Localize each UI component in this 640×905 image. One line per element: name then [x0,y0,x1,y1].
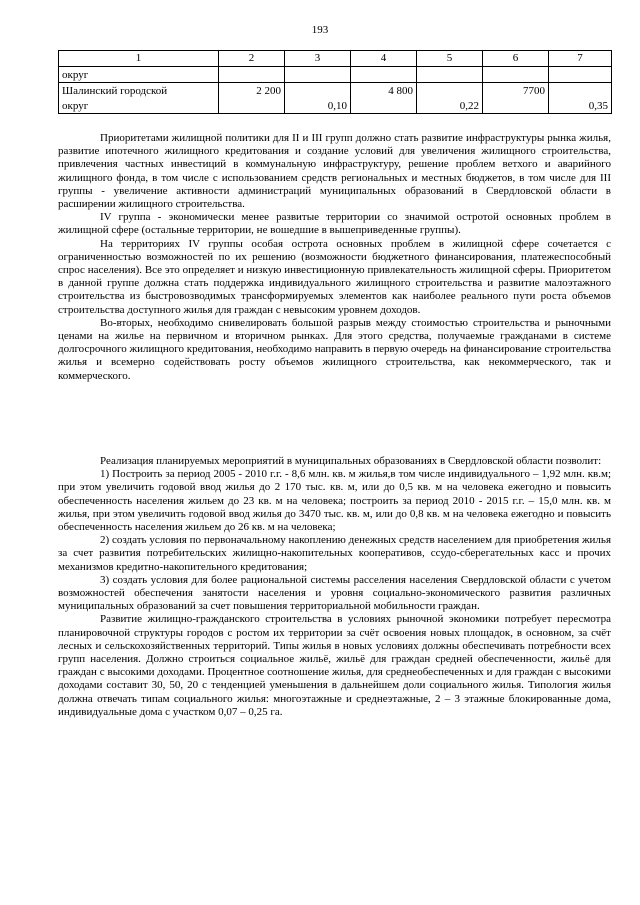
table-cell: 7700 [483,83,549,99]
table-cell: округ [59,98,219,114]
table-header-cell: 1 [59,51,219,67]
table-cell [483,67,549,83]
table-cell [285,83,351,99]
paragraph: 3) создать условия для более рациональной системы расселения населения Свердловской области с учетом возможностей обеспечения занятости населения и уровня социально-экономического развития различных муниципальных образований за счет повышения территориальной мобильности граждан. [58,573,611,613]
table-cell [351,67,417,83]
paragraph: На территориях IV группы особая острота основных проблем в жилищной сфере сочетается с ограниченностью возможностей по их решению (возможности бюджетного финансирования, платежеспособный спрос населения). Все это определяет и низкую инвестиционную привлекательность жилищной сферы. Приоритетом в данной группе должна стать поддержка индивидуального жилищного строительства и развитие малоэтажного строительства из быстровозводимых трансформируемых элементов как наиболее реального пути роста объемов строительства доступного жилья для граждан с невысоким уровнем доходов. [58,237,611,316]
table-cell: 2 200 [219,83,285,99]
paragraph: 1) Построить за период 2005 - 2010 г.г. - 8,6 млн. кв. м жилья,в том числе индивидуального – 1,92 млн. кв.м; при этом увеличить годовой ввод жилья до 2 170 тыс. кв. м, или до 0,5 кв. м на человека ежегодно и повысить обеспеченность населения жильем до 23 кв. м на человека; построить за период 2010 - 2015 г.г. – 15,0 млн. кв. м жилья, при этом увеличить годовой ввод жилья до 3470 тыс. кв. м, или до 0,8 кв. м на человека ежегодно и повысить обеспеченность населения жильем до 26 кв. м на человека; [58,468,611,534]
table-header-cell: 6 [483,51,549,67]
table-header-row [59,51,612,67]
table-cell [351,98,417,114]
table-cell [549,83,612,99]
body-text-upper [58,132,611,383]
data-table [58,50,612,114]
table-cell [417,83,483,99]
table-header-cell: 2 [219,51,285,67]
paragraph: Реализация планируемых мероприятий в муниципальных образованиях в Свердловской области позволит: [100,455,602,467]
paragraph: Приоритетами жилищной политики для II и III групп должно стать развитие инфраструктуры рынка жилья, развитие ипотечного жилищного кредитования и создание условий для увеличения жилищного строительства, привлечения частных инвестиций в коммунальную инфраструктуру, решение проблем ветхого и аварийного жилищного фонда, в том числе с использованием средств региональных и местных бюджетов, в том числе для III группы - увеличение активности администраций муниципальных образований в Свердловской области в расширении жилищного строительства. [58,132,611,211]
body-text-lower [58,455,611,719]
table-cell: 0,35 [549,98,612,114]
table-cell [483,98,549,114]
page-number: 193 [311,24,329,36]
table-cell [219,67,285,83]
table-cell [285,67,351,83]
paragraph: Развитие жилищно-гражданского строительства в условиях рыночной экономики потребует пересмотра планировочной структуры городов с ростом их территории за счёт освоения новых площадок, в основном, за счёт лесных и сельскохозяйственных территорий. Типы жилья в новых условиях должны обеспечивать потребности всех групп населения. Должно строиться социальное жильё, жильё для граждан средней обеспеченности, жильё для граждан с высокими доходами. Процентное соотношение жилья, для среднеобеспеченных и для граждан с высокими доходами составит 30, 50, 20 с тенденцией уменьшения в дальнейшем доли социального жилья. Типология жилья должна отвечать типам социального жилья: многоэтажные и среднеэтажные, 2 – 3 этажные блокированные дома, индивидуальные дома с участком 0,07 – 0,25 га. [58,613,611,718]
table-cell [417,67,483,83]
table-row [59,83,612,99]
table-header-cell: 7 [549,51,612,67]
table-cell: 0,22 [417,98,483,114]
table-header-cell: 5 [417,51,483,67]
table-row [59,67,612,83]
table-cell [549,67,612,83]
table-cell: 4 800 [351,83,417,99]
table-header-cell: 4 [351,51,417,67]
paragraph: IV группа - экономически менее развитые территории со значимой остротой основных проблем в жилищной сфере (остальные территории, не вошедшие в вышеприведенные группы). [58,211,611,237]
table-header-cell: 3 [285,51,351,67]
table-cell: округ [59,67,219,83]
table-cell: Шалинский городской [59,83,219,99]
table-cell [219,98,285,114]
table-row [59,98,612,114]
table-cell: 0,10 [285,98,351,114]
paragraph: 2) создать условия по первоначальному накоплению денежных средств населением для приобретения жилья за счет развития потребительских жилищно-накопительных кооперативов, ссудо-сберегательных касс и прочих механизмов кредитно-накопительного кредитования; [58,534,611,573]
paragraph: Во-вторых, необходимо снивелировать большой разрыв между стоимостью строительства и рыночными ценами на жилье на первичном и вторичном рынках. Для этого средства, получаемые гражданами в системе долгосрочного жилищного кредитования, необходимо направить в первую очередь на финансирование строительства жилья и всемерно содействовать росту объемов жилищного строительства, как некоммерческого, так и коммерческого. [58,316,611,382]
